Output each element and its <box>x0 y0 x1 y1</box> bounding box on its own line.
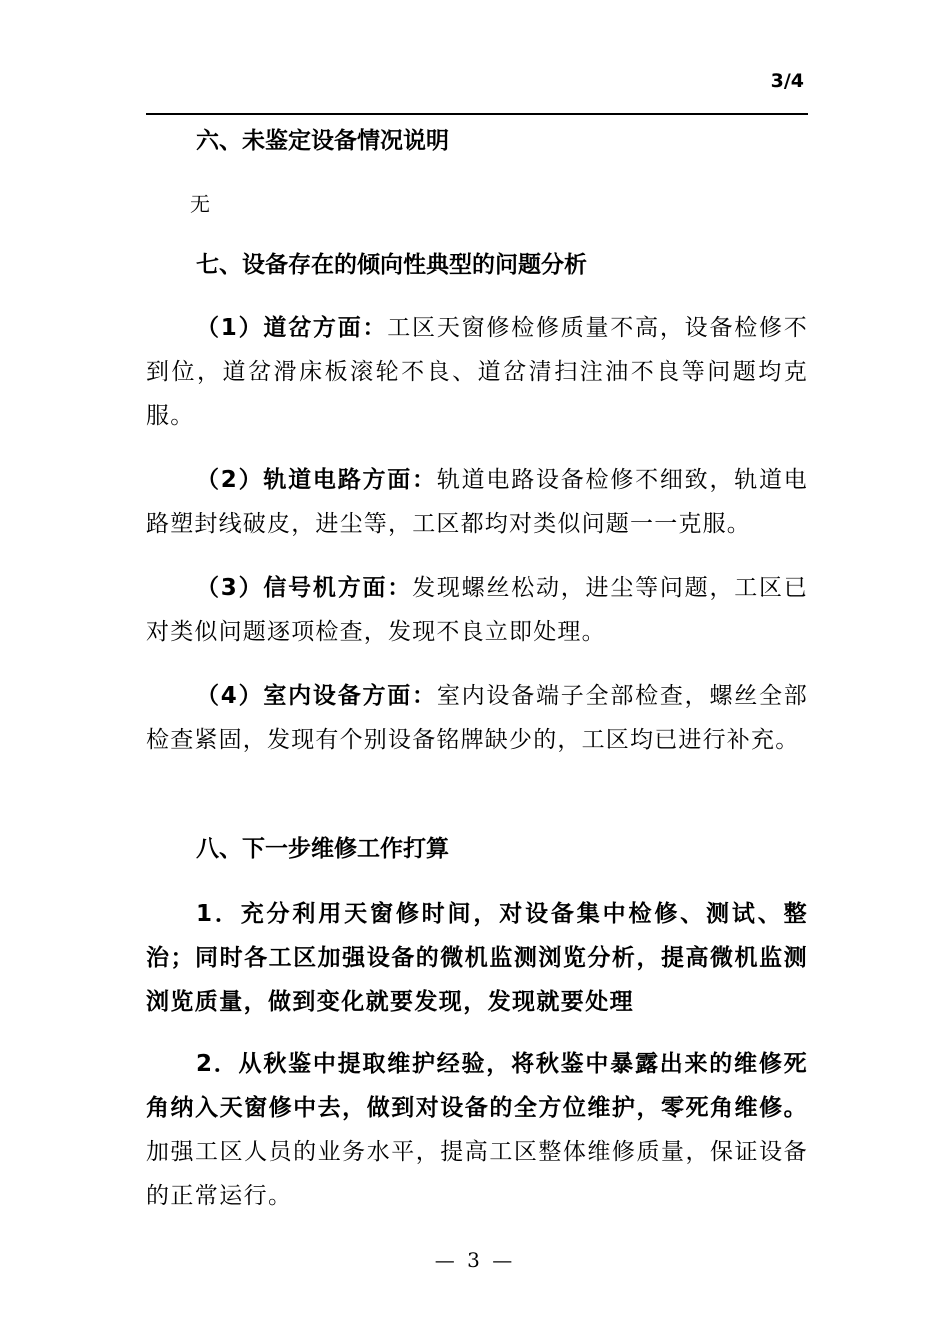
problem-text: 发现螺丝松动，进尘等问题，工区已对类似问题逐项检查，发现不良立即处理。 <box>146 575 809 645</box>
section-6-body: 无 <box>190 192 210 216</box>
plan-paragraph <box>146 1042 808 1218</box>
problem-lead: （1）道岔方面： <box>196 315 388 341</box>
problem-text: 轨道电路设备检修不细致，轨道电路塑封线破皮，进尘等，工区都均对类似问题一一克服。 <box>146 467 809 537</box>
problem-lead: （4）室内设备方面： <box>196 683 437 709</box>
problem-paragraph <box>146 566 808 654</box>
plan-text: 加强工区人员的业务水平，提高工区整体维修质量，保证设备的正常运行。 <box>146 1139 808 1209</box>
header-divider <box>146 113 808 115</box>
page-number-footer: — 3 — <box>434 1248 516 1272</box>
section-8-heading: 八、下一步维修工作打算 <box>196 836 449 862</box>
problem-text: 工区天窗修检修质量不高，设备检修不到位，道岔滑床板滚轮不良、道岔清扫注油不良等问题均克服。 <box>146 315 808 429</box>
plan-paragraph <box>146 892 808 1024</box>
problem-lead: （2）轨道电路方面： <box>196 467 437 493</box>
problem-text: 室内设备端子全部检查，螺丝全部检查紧固，发现有个别设备铭牌缺少的，工区均已进行补充。 <box>146 683 809 753</box>
problem-lead: （3）信号机方面： <box>196 575 413 601</box>
page-indicator: 3/4 <box>770 70 804 92</box>
problem-paragraph <box>146 674 808 762</box>
plan-bold-text: 1．充分利用天窗修时间，对设备集中检修、测试、整治；同时各工区加强设备的微机监测浏览分析，提高微机监测浏览质量，做到变化就要发现，发现就要处理 <box>146 901 808 1015</box>
problem-paragraph <box>146 306 808 438</box>
plan-bold-text: 2．从秋鉴中提取维护经验，将秋鉴中暴露出来的维修死角纳入天窗修中去，做到对设备的全方位维护，零死角维修。 <box>146 1051 808 1121</box>
problem-paragraph <box>146 458 808 546</box>
section-7-heading: 七、设备存在的倾向性典型的问题分析 <box>196 252 587 278</box>
section-6-heading: 六、未鉴定设备情况说明 <box>196 128 449 154</box>
